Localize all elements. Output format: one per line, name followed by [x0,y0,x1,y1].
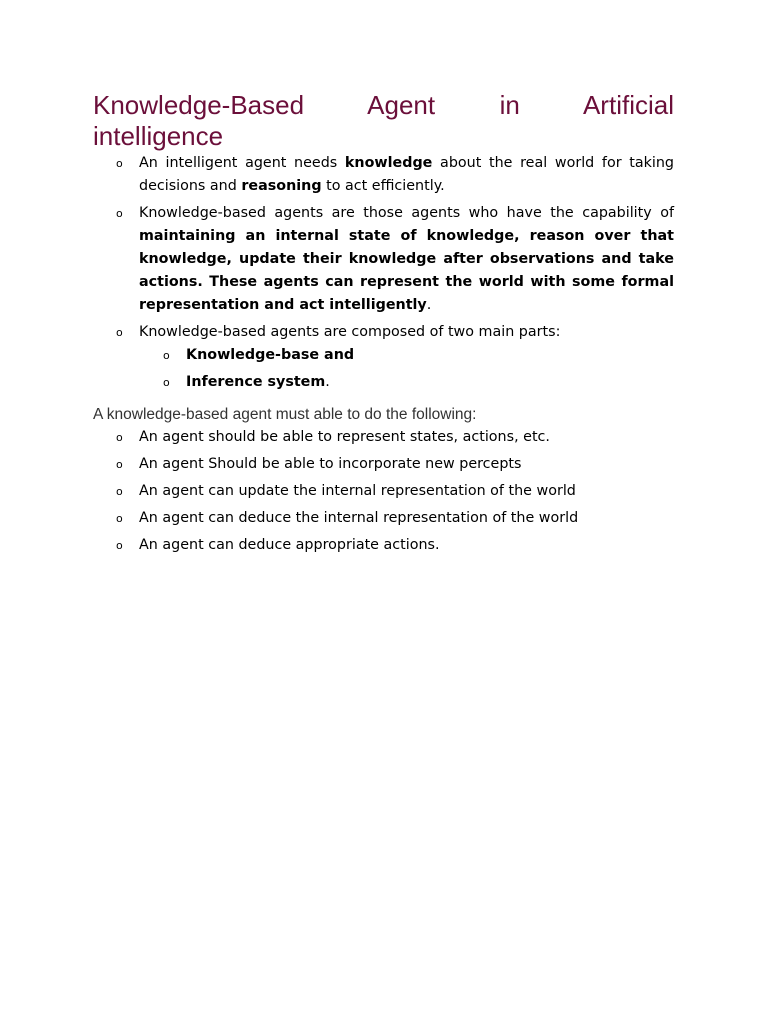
item-text: An agent Should be able to incorporate new percepts [139,456,522,472]
list-item [93,202,674,317]
bullet-icon: o [116,157,123,170]
list-item [93,426,674,449]
item-text: to act efficiently. [321,178,445,194]
bold-term: Knowledge-base and [186,347,355,363]
bold-term: reasoning [241,178,322,194]
bullet-icon: o [116,458,123,471]
list-item [93,480,674,503]
title-line-2: intelligence [93,121,224,151]
item-text: An agent can deduce appropriate actions. [139,537,440,553]
item-text: An agent can deduce the internal representation of the world [139,510,579,526]
bold-term: maintaining an internal state of knowledge, reason over that knowledge, update their knowledge after observations and take actions. These agents can represent the world with some formal representation and act intelligently [139,228,674,313]
bullet-icon: o [116,512,123,525]
title-word: Agent [367,90,436,120]
list-item [93,534,674,557]
title-word: in [499,90,520,120]
bullet-icon: o [116,485,123,498]
bullet-icon: o [163,349,170,362]
intro-bullet-list [93,152,674,394]
section-subtitle: A knowledge-based agent must able to do the following: [93,406,477,423]
item-text: Knowledge-based agents are composed of two main parts: [139,324,561,340]
item-text: Knowledge-based agents are those agents who have the capability of [139,205,674,221]
item-text: . [325,374,330,390]
page-title [93,90,674,152]
item-text: . [426,297,432,313]
item-text: An agent can update the internal representation of the world [139,483,576,499]
bullet-icon: o [163,376,170,389]
sub-bullet-list [139,344,674,394]
title-line-1 [93,90,674,121]
bullet-icon: o [116,207,123,220]
item-text: An intelligent agent needs [139,155,345,171]
bullet-icon: o [116,326,123,339]
sub-list-item [93,371,674,394]
bullet-icon: o [116,539,123,552]
list-item [93,152,674,198]
list-item [93,453,674,476]
item-text: An agent should be able to represent states, actions, etc. [139,429,550,445]
bullet-icon: o [116,431,123,444]
title-word: Artificial [582,90,674,120]
item-text: about the real world for taking decisions and [139,155,675,194]
bold-term: Inference system [186,374,326,390]
capabilities-bullet-list [93,426,674,557]
list-item [93,507,674,530]
sub-list-item [93,344,674,367]
title-word: Knowledge-Based [93,90,305,120]
list-item [93,321,674,394]
document-content [93,90,674,561]
bold-term: knowledge [344,155,433,171]
